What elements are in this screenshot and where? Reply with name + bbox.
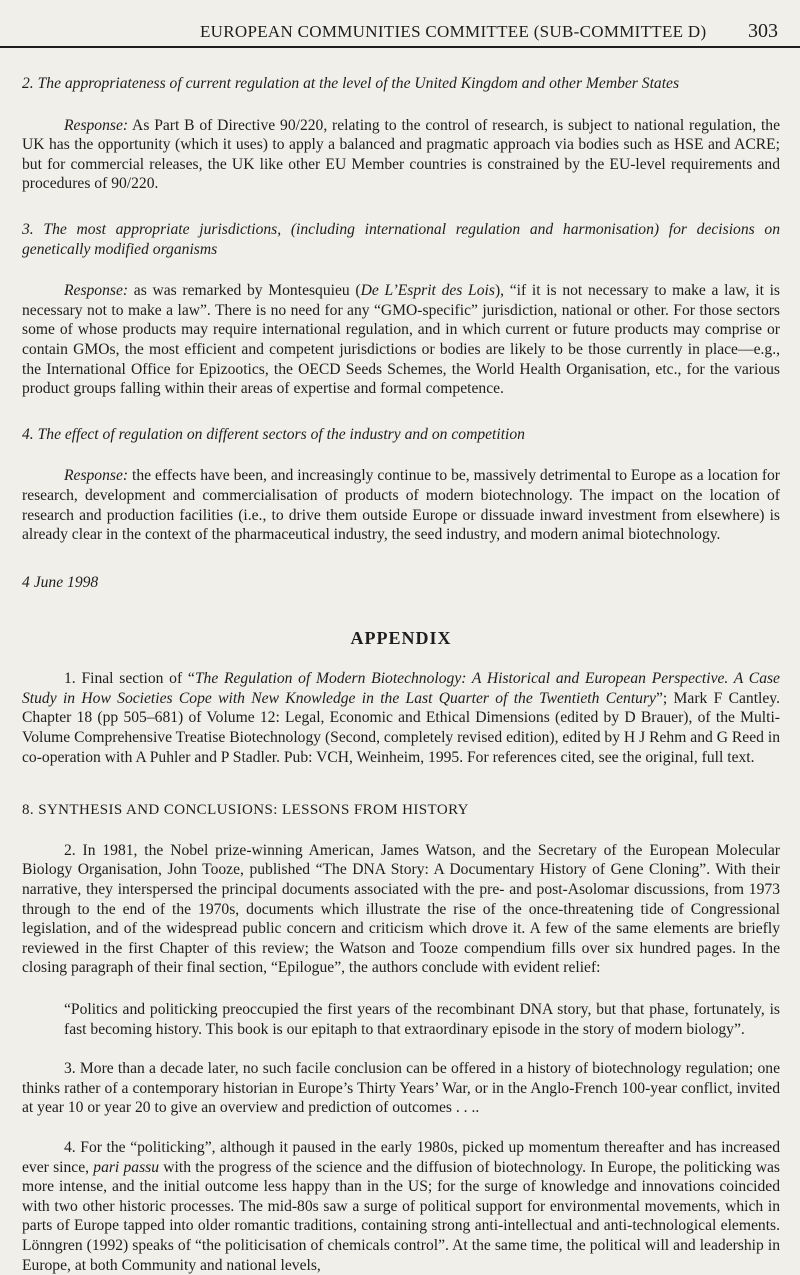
response-text: as was remarked by Montesquieu (	[128, 282, 361, 300]
chapter-title: The Regulation of Modern Biotechnology: A Historical and European Perspective. A Case Study in How Societies Cope with New Knowledge in the Last Quarter of the Twentieth Century	[22, 670, 780, 707]
appendix-paragraph-3: 3. More than a decade later, no such facile conclusion can be offered in a history of biotechnology regulation; one thinks rather of a contemporary historian in Europe’s Thirty Years’ War, or in the Anglo-French 100-year conflict, invited at year 10 or year 20 to give an overview and prediction of outcomes . . ..	[22, 1060, 780, 1117]
paragraph-text: 4. For the “politicking”, although it paused in the early 1980s, picked up momentum thereafter and has increased ever since,	[22, 1138, 780, 1176]
section-heading-4: 4. The effect of regulation on different sectors of the industry and on competition	[22, 425, 525, 443]
response-text: ), “if it is not necessary to make a law, it is necessary not to make a law”. There is no need for any “GMO-specific” jurisdiction, national or other. For those sectors some of whose products may require international regulation, and in which current or future products may comprise or contain GMOs, the most efficient and competent jurisdictions or bodies are likely to be those currently in place—e.g., the International Office for Epizootics, the OECD Seeds Schemes, the World Health Organisation, etc., for the various product groups falling within their areas of expertise and formal competence.	[22, 282, 781, 398]
latin-phrase: pari passu	[93, 1158, 160, 1176]
paragraph-text: 1. Final section of “	[64, 670, 195, 688]
paragraph-text: with the progress of the science and the diffusion of biotechnology. In Europe, the politicking was more intense, and the initial outcome less happy than in the US; for the surge of knowledge and innovations coincided with two other historic processes. The mid-80s saw a surge of political support for environmental movements, which in parts of Europe tapped into older romantic traditions, containing strong anti-intellectual and anti-technological elements. Lönngren (1992) speaks of “the politicisation of chemicals control”. At the same time, the political will and leadership in Europe, at both Community and national levels,	[22, 1158, 780, 1274]
response-text: the effects have been, and increasingly continue to be, massively detrimental to Europe as a location for research, development and commercialisation of products of modern biotechnology. The impact on the location of research and production facilities (i.e., to drive them outside Europe or dissuade inward investment from elsewhere) is already clear in the context of the pharmaceutical industry, the seed industry, and modern animal biotechnology.	[22, 467, 780, 544]
response-label: Response:	[64, 467, 129, 485]
response-text: As Part B of Directive 90/220, relating to the control of research, is subject to national regulation, the UK has the opportunity (which it uses) to apply a balanced and pragmatic approach via bodies such as HSE and ACRE; but for commercial releases, the UK like other EU Member countries is constrained by the EU-level requirements and procedures of 90/220.	[22, 116, 780, 193]
book-title: De L’Esprit des Lois	[360, 282, 495, 300]
page-number: 303	[748, 20, 778, 42]
response-label: Response:	[64, 116, 129, 134]
appendix-paragraph-2: 2. In 1981, the Nobel prize-winning American, James Watson, and the Secretary of the European Molecular Biology Organisation, John Tooze, published “The DNA Story: A Documentary History of Gene Cloning”. With their narrative, they interspersed the principal documents associated with the pre- and post-Asolomar discussions, from 1973 through to the end of the 1970s, documents which illustrate the rise of the once-threatening tide of Congressional legislation, and of the widespread public concern and criticism which drove it. A few of the same elements are briefly reviewed in the first Chapter of this review; the Watson and Tooze compendium fills over six hundred pages. In the closing paragraph of their final section, “Epilogue”, the authors conclude with evident relief:	[22, 841, 780, 977]
response-2	[22, 116, 780, 194]
response-3	[22, 281, 780, 399]
section-heading-3: 3. The most appropriate jurisdictions, (including international regulation and harmonisation) for decisions on genetically modified organisms	[22, 220, 780, 258]
running-title: EUROPEAN COMMUNITIES COMMITTEE (SUB-COMMITTEE D)	[200, 22, 707, 41]
response-label: Response:	[64, 282, 129, 300]
section-8-heading: 8. SYNTHESIS AND CONCLUSIONS: LESSONS FROM HISTORY	[22, 802, 469, 819]
appendix-title: APPENDIX	[350, 628, 452, 649]
document-date: 4 June 1998	[22, 573, 99, 591]
section-heading-2: 2. The appropriateness of current regulation at the level of the United Kingdom and other Member States	[22, 75, 680, 92]
block-quote: “Politics and politicking preoccupied the first years of the recombinant DNA story, but that phase, fortunately, is fast becoming history. This book is our epitaph to that extraordinary episode in the story of modern biology”.	[64, 1001, 780, 1038]
appendix-paragraph-4	[22, 1138, 780, 1275]
appendix-paragraph-1	[22, 669, 780, 767]
running-header	[0, 0, 800, 48]
response-4	[22, 466, 780, 544]
paragraph-text: ”; Mark F Cantley. Chapter 18 (pp 505–681) of Volume 12: Legal, Economic and Ethical Dimensions (edited by D Brauer), of the Multi-Volume Comprehensive Treatise Biotechnology (Second, completely revised edition), edited by H J Rehm and G Reed in co-operation with A Puhler and P Stadler. Pub: VCH, Weinheim, 1995. For references cited, see the original, full text.	[22, 689, 780, 766]
